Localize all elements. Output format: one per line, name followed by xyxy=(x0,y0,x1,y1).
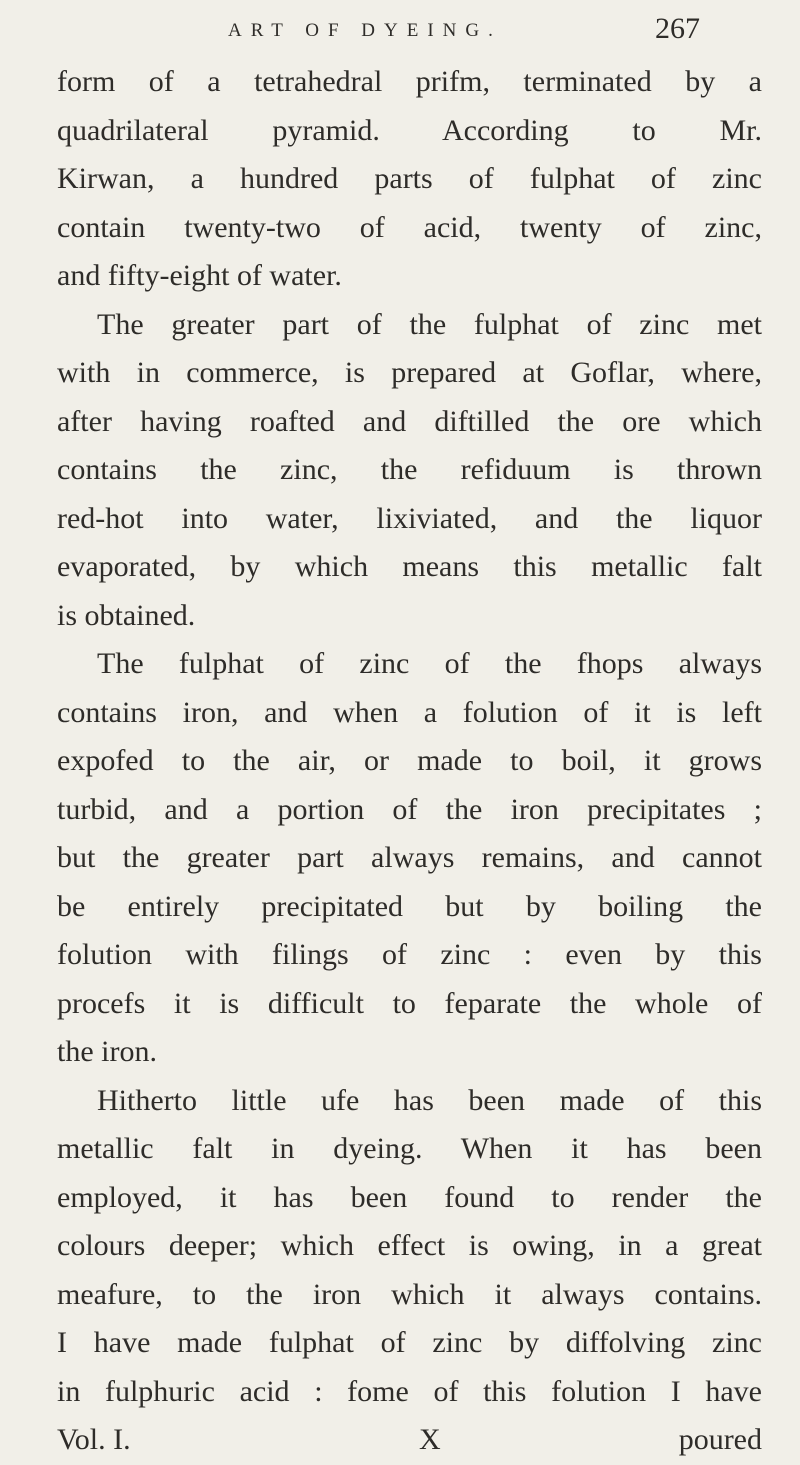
text-line: metallic falt in dyeing. When it has been xyxy=(57,1132,762,1165)
text-line: contains the zinc, the refiduum is thrown xyxy=(57,453,762,486)
page-footer xyxy=(57,1416,762,1465)
text-line: meafure, to the iron which it always contains. xyxy=(57,1277,762,1311)
text-line: contains iron, and when a folution of it is left xyxy=(57,695,762,729)
text-line: and fifty-eight of water. xyxy=(57,259,342,292)
text-line: expofed to the air, or made to boil, it grows xyxy=(57,744,762,777)
text-line: but the greater part always remains, and cannot xyxy=(57,841,762,874)
text-line: with in commerce, is prepared at Goflar, where, xyxy=(57,356,762,389)
signature-mark: X xyxy=(419,1423,441,1456)
text-line: evaporated, by which means this metallic falt xyxy=(57,550,762,583)
text-line: I have made fulphat of zinc by diffolving zinc xyxy=(57,1326,762,1359)
page-number: 267 xyxy=(655,12,700,45)
text-line: be entirely precipitated but by boiling the xyxy=(57,889,762,923)
catchword: poured xyxy=(678,1423,762,1456)
text-line: the iron. xyxy=(57,1035,157,1068)
running-title: ART OF DYEING. xyxy=(228,20,502,41)
text-line: The greater part of the fulphat of zinc met xyxy=(97,307,762,341)
text-line: folution with filings of zinc : even by this xyxy=(57,938,762,971)
text-line: after having roafted and diftilled the ore which xyxy=(57,404,762,438)
text-line: contain twenty-two of acid, twenty of zinc, xyxy=(57,210,762,244)
text-line: The fulphat of zinc of the fhops always xyxy=(97,647,762,680)
text-line: employed, it has been found to render the xyxy=(57,1180,762,1214)
text-line: Kirwan, a hundred parts of fulphat of zinc xyxy=(57,162,762,195)
body-text xyxy=(57,58,762,1465)
text-line: form of a tetrahedral prifm, terminated by a xyxy=(57,65,762,98)
text-line: red-hot into water, lixiviated, and the liquor xyxy=(57,501,762,535)
text-line: is obtained. xyxy=(57,598,196,632)
running-head xyxy=(0,10,800,52)
text-line: in fulphuric acid : fome of this folution I have xyxy=(57,1374,762,1408)
text-line: quadrilateral pyramid. According to Mr. xyxy=(57,113,762,147)
text-line: turbid, and a portion of the iron precipitates ; xyxy=(57,792,762,826)
text-line: colours deeper; which effect is owing, in a great xyxy=(57,1229,762,1262)
text-line: procefs it is difficult to feparate the whole of xyxy=(57,986,762,1020)
text-line: Hitherto little ufe has been made of this xyxy=(97,1083,762,1117)
volume-signature: Vol. I. xyxy=(57,1423,131,1456)
